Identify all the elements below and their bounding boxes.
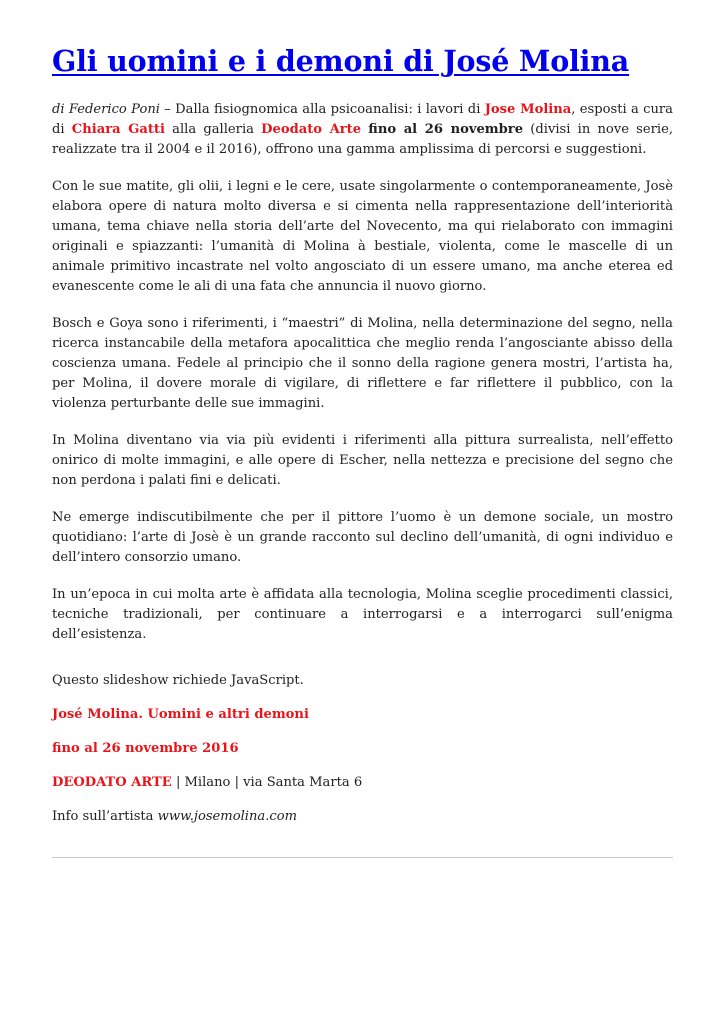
- article-title: [52, 44, 673, 78]
- slideshow-note: Questo slideshow richiede JavaScript.: [52, 673, 304, 689]
- body-paragraph-4: In Molina diventano via via più evidenti i riferimenti alla pittura surrealista, nell’effetto onirico di molte immagini, e alle opere di Escher, nella nettezza e precisione del segno che non perdona i palati fini e delicati.: [52, 433, 673, 489]
- body-paragraph-5: Ne emerge indiscutibilmente che per il pittore l’uomo è un demone sociale, un mostro quotidiano: l’arte di Josè è un grande racconto sul declino dell’umanità, di ogni individuo e dell’intero consorzio umano.: [52, 510, 673, 566]
- article: [52, 44, 673, 841]
- intro-text-5: (divisi in nove serie, realizzate tra il 2004 e il 2016), offrono una gamma amplissima di percorsi e suggestioni.: [52, 122, 674, 158]
- intro-text-3: alla galleria: [164, 122, 262, 138]
- artist-name: Jose Molina: [484, 102, 572, 118]
- curator-name: Chiara Gatti: [71, 122, 165, 138]
- exhibition-title: José Molina. Uomini e altri demoni: [52, 707, 309, 723]
- intro-text-1: – Dalla fisiognomica alla psicoanalisi: i lavori di: [159, 102, 485, 118]
- intro-paragraph: [52, 100, 673, 160]
- intro-text-2: , esposti a cura di: [52, 102, 673, 138]
- body-paragraph-2: Con le sue matite, gli olii, i legni e le cere, usate singolarmente o contemporaneamente, Josè elabora opere di natura molto diversa e si cimenta nella rappresentazione dell’interiorità umana, tema chiave nella storia dell’arte del Novecento, ma qui rielaborato con immagini originali e spiazzanti: l’umanità di Molina à bestiale, violenta, come le mascelle di un animale primitivo incastrate nel volto angosciato di un essere umano, ma anche eterea ed evanescente come le ali di una fata che annuncia il nuovo giorno.: [52, 179, 673, 295]
- body-paragraph-6: In un’epoca in cui molta arte è affidata alla tecnologia, Molina sceglie procedimenti classici, tecniche tradizionali, per continuare a interrogarsi e a interrogarci sull’enigma dell’esistenza.: [52, 587, 673, 643]
- venue-name: DEODATO ARTE: [52, 775, 172, 791]
- body-paragraph-3: Bosch e Goya sono i riferimenti, i “maestri” di Molina, nella determinazione del segno, nella ricerca instancabile della metafora apocalittica che meglio renda l’angosciante abisso della coscienza umana. Fedele al principio che il sonno della ragione genera mostri, l’artista ha, per Molina, il dovere morale di vigilare, di riflettere e far riflettere il pubblico, con la violenza perturbante delle sue immagini.: [52, 316, 673, 412]
- exhibition-dates: fino al 26 novembre 2016: [52, 741, 239, 757]
- artist-info-label: Info sull’artista: [52, 809, 158, 825]
- venue-address: | Milano | via Santa Marta 6: [171, 775, 363, 791]
- gallery-name: Deodato Arte: [261, 122, 362, 138]
- footer-divider: [52, 857, 673, 858]
- author-byline: di Federico Poni: [52, 102, 160, 118]
- venue-line: [52, 773, 673, 793]
- article-title-link[interactable]: Gli uomini e i demoni di José Molina: [52, 44, 630, 78]
- exhibition-until: fino al 26 novembre: [368, 122, 524, 138]
- artist-info-line: [52, 807, 673, 827]
- artist-website: www.josemolina.com: [157, 809, 298, 825]
